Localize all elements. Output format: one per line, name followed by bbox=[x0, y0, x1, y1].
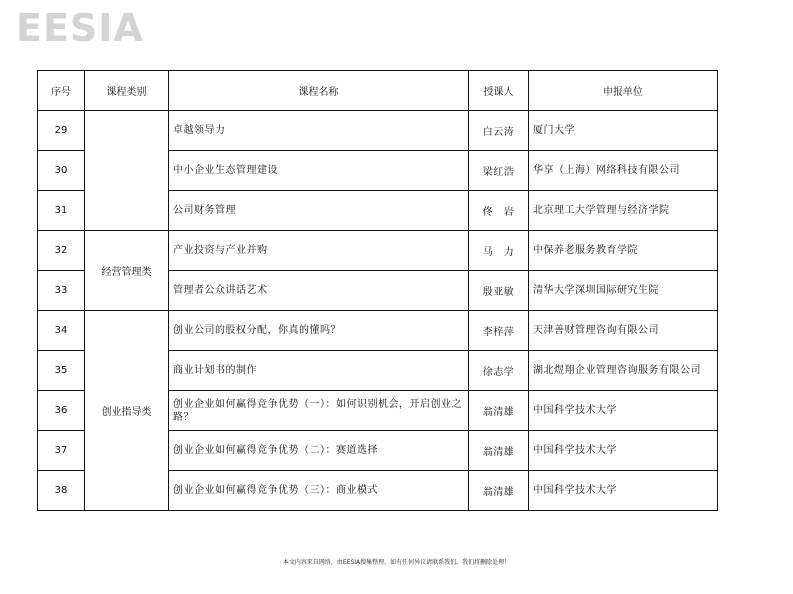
course-name: 创业公司的股权分配，你真的懂吗？ bbox=[169, 311, 469, 351]
course-name: 产业投资与产业并购 bbox=[169, 231, 469, 271]
row-no: 31 bbox=[38, 191, 85, 231]
teacher: 李梓萍 bbox=[469, 311, 529, 351]
unit: 中国科学技术大学 bbox=[529, 391, 718, 431]
row-no: 33 bbox=[38, 271, 85, 311]
category-cell: 创业指导类 bbox=[85, 311, 169, 511]
header-no: 序号 bbox=[38, 71, 85, 111]
course-name: 创业企业如何赢得竞争优势（三）：商业模式 bbox=[169, 471, 469, 511]
teacher: 白云涛 bbox=[469, 111, 529, 151]
category-cell bbox=[85, 111, 169, 231]
unit: 华享（上海）网络科技有限公司 bbox=[529, 151, 718, 191]
teacher: 翁清雄 bbox=[469, 431, 529, 471]
unit: 中国科学技术大学 bbox=[529, 471, 718, 511]
header-category: 课程类别 bbox=[85, 71, 169, 111]
category-cell: 经营管理类 bbox=[85, 231, 169, 311]
eesia-logo: EESIA bbox=[16, 6, 144, 50]
teacher: 马 力 bbox=[469, 231, 529, 271]
course-name: 公司财务管理 bbox=[169, 191, 469, 231]
course-name: 管理者公众讲话艺术 bbox=[169, 271, 469, 311]
row-no: 32 bbox=[38, 231, 85, 271]
row-no: 29 bbox=[38, 111, 85, 151]
course-name: 中小企业生态管理建设 bbox=[169, 151, 469, 191]
course-name: 商业计划书的制作 bbox=[169, 351, 469, 391]
row-no: 38 bbox=[38, 471, 85, 511]
course-name: 创业企业如何赢得竞争优势（一）：如何识别机会，开启创业之路？ bbox=[169, 391, 469, 431]
course-table bbox=[37, 70, 718, 511]
unit: 北京理工大学管理与经济学院 bbox=[529, 191, 718, 231]
row-no: 37 bbox=[38, 431, 85, 471]
teacher: 梁红浩 bbox=[469, 151, 529, 191]
header-course-name: 课程名称 bbox=[169, 71, 469, 111]
row-no: 36 bbox=[38, 391, 85, 431]
row-no: 30 bbox=[38, 151, 85, 191]
teacher: 殷亚敏 bbox=[469, 271, 529, 311]
course-name: 创业企业如何赢得竞争优势（二）：赛道选择 bbox=[169, 431, 469, 471]
course-name: 卓越领导力 bbox=[169, 111, 469, 151]
table-row bbox=[38, 111, 718, 151]
unit: 厦门大学 bbox=[529, 111, 718, 151]
teacher: 翁清雄 bbox=[469, 391, 529, 431]
table-row bbox=[38, 311, 718, 351]
header-teacher: 授课人 bbox=[469, 71, 529, 111]
teacher: 徐志学 bbox=[469, 351, 529, 391]
teacher: 佟 岩 bbox=[469, 191, 529, 231]
footer-disclaimer: 本文内容来自网络，由EESIA搜集整理，如有任何异议请联系我们，我们将删除处理！ bbox=[282, 559, 511, 566]
row-no: 34 bbox=[38, 311, 85, 351]
table-header-row bbox=[38, 71, 718, 111]
unit: 中国科学技术大学 bbox=[529, 431, 718, 471]
unit: 清华大学深圳国际研究生院 bbox=[529, 271, 718, 311]
table-row bbox=[38, 231, 718, 271]
unit: 湖北煜翔企业管理咨询服务有限公司 bbox=[529, 351, 718, 391]
teacher: 翁清雄 bbox=[469, 471, 529, 511]
row-no: 35 bbox=[38, 351, 85, 391]
unit: 中保养老服务教育学院 bbox=[529, 231, 718, 271]
header-unit: 申报单位 bbox=[529, 71, 718, 111]
unit: 天津善财管理咨询有限公司 bbox=[529, 311, 718, 351]
